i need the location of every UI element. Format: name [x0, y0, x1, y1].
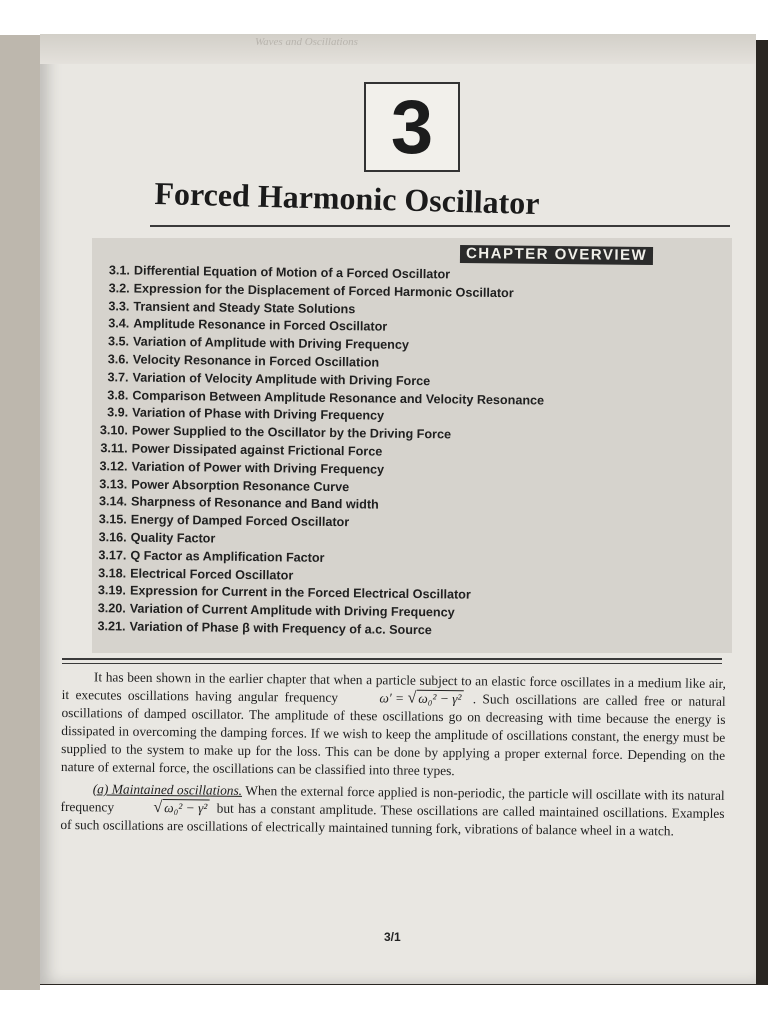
toc-item-number: 3.20. [97, 601, 126, 616]
faint-running-header: Waves and Oscillations [255, 36, 358, 48]
toc-item-number: 3.17. [98, 547, 127, 563]
toc-item-number: 3.18. [98, 565, 127, 581]
intro-text-a: It has been shown in the earlier chapter that when a particle subject to an elastic force oscillates in a medium like air, it executes oscillations having angular frequency [61, 669, 726, 705]
equation-radicand: ω₀² − γ² [416, 690, 463, 706]
title-rule [150, 225, 730, 227]
toc-item-number: 3.6. [107, 352, 129, 367]
toc-item-label: Power Absorption Resonance Curve [131, 477, 350, 494]
toc-item-label: Power Dissipated against Frictional Force [131, 441, 383, 459]
separator-rule [62, 658, 722, 660]
sqrt-icon: √ [407, 689, 417, 707]
toc-item-label: Variation of Amplitude with Driving Frequency [132, 334, 410, 353]
toc-item-number: 3.1. [108, 263, 130, 278]
paragraph-intro [61, 668, 726, 783]
equation-lhs: ω′ = [379, 690, 405, 706]
frequency-equation [347, 689, 463, 708]
sqrt-icon: √ [153, 798, 163, 817]
toc-item-label: Differential Equation of Motion of a Forced Oscillator [133, 263, 451, 282]
toc-item-number: 3.2. [108, 281, 130, 296]
toc-item-number: 3.19. [97, 583, 127, 598]
toc-item-label: Energy of Damped Forced Oscillator [130, 512, 350, 530]
toc-item-number: 3.3. [108, 298, 130, 314]
body-text [60, 668, 726, 845]
toc-item-number: 3.13. [99, 476, 128, 492]
toc-item-number: 3.7. [107, 370, 129, 385]
toc-item-label: Variation of Phase with Driving Frequency [132, 405, 385, 424]
toc-item-label: Variation of Phase β with Frequency of a.c. Source [129, 619, 432, 638]
maintained-text-b: but has a constant amplitude. These oscillations are called maintained oscillations. Examples of such oscillations are oscillations of electrically maintained tunning fork, vibrations of balance wheel in a watch. [60, 800, 725, 839]
toc-item-label: Expression for Current in the Forced Electrical Oscillator [129, 583, 471, 603]
toc-item-label: Variation of Power with Driving Frequency [131, 459, 385, 477]
toc-item-number: 3.5. [107, 334, 130, 349]
toc-item-number: 3.4. [108, 316, 130, 331]
toc-item-label: Power Supplied to the Oscillator by the Driving Force [131, 423, 452, 442]
toc-item-label: Variation of Velocity Amplitude with Driving Force [132, 370, 431, 388]
toc-item-label: Variation of Current Amplitude with Driving Frequency [129, 601, 455, 620]
book-left-edge [0, 35, 40, 990]
background-bottom [0, 985, 768, 1024]
toc-item-number: 3.11. [100, 441, 128, 456]
toc-item-number: 3.10. [99, 423, 129, 438]
toc-item-number: 3.8. [107, 387, 129, 403]
maintained-heading: (a) Maintained oscillations. [92, 781, 243, 798]
chapter-number: 3 [390, 84, 434, 170]
paragraph-maintained [60, 780, 725, 841]
intro-text-b: . Such oscillations are called free or natural oscillations of damped oscillator. The amplitude of these oscillations go on decreasing with time because the energy is dissipated in overcoming the damping forces. If we wish to keep the amplitude of oscillations constant, the energy must be supplied to the system to make up for the loss. This can be done by applying a proper external force. Depending on the nature of external force, the oscillations can be classified into three types. [60, 691, 726, 779]
toc-item-label: Velocity Resonance in Forced Oscillation [132, 352, 380, 370]
toc-item-number: 3.15. [98, 512, 127, 527]
toc-item-number: 3.16. [98, 530, 127, 545]
toc-item-label: Electrical Forced Oscillator [130, 566, 294, 583]
chapter-title: Forced Harmonic Oscillator [154, 175, 540, 222]
toc-item-number: 3.9. [107, 405, 129, 420]
toc-item-label: Expression for the Displacement of Forced Harmonic Oscillator [133, 281, 514, 300]
toc-item-label: Transient and Steady State Solutions [133, 299, 356, 316]
maintained-text-a: When the external force applied is non-periodic, the particle will oscillate with its natural frequency [60, 782, 725, 815]
natural-frequency-equation [121, 799, 209, 818]
toc-item-label: Quality Factor [130, 530, 216, 546]
toc-item-number: 3.12. [99, 458, 128, 474]
equation-radicand: ω₀² − γ² [162, 799, 209, 815]
toc-item-number: 3.21. [97, 619, 126, 634]
toc-item-label: Comparison Between Amplitude Resonance and Velocity Resonance [132, 388, 545, 408]
page-top-shade [40, 34, 756, 64]
chapter-number-box [364, 82, 460, 172]
chapter-overview-list [83, 262, 648, 643]
toc-item-label: Amplitude Resonance in Forced Oscillator [133, 316, 388, 335]
page-number: 3/1 [384, 930, 401, 944]
toc-item-number: 3.14. [98, 494, 128, 509]
toc-item-label: Q Factor as Amplification Factor [130, 548, 325, 565]
separator-rule-thin [62, 663, 722, 664]
toc-item-label: Sharpness of Resonance and Band width [130, 494, 379, 512]
chapter-overview-label: CHAPTER OVERVIEW [460, 245, 653, 265]
